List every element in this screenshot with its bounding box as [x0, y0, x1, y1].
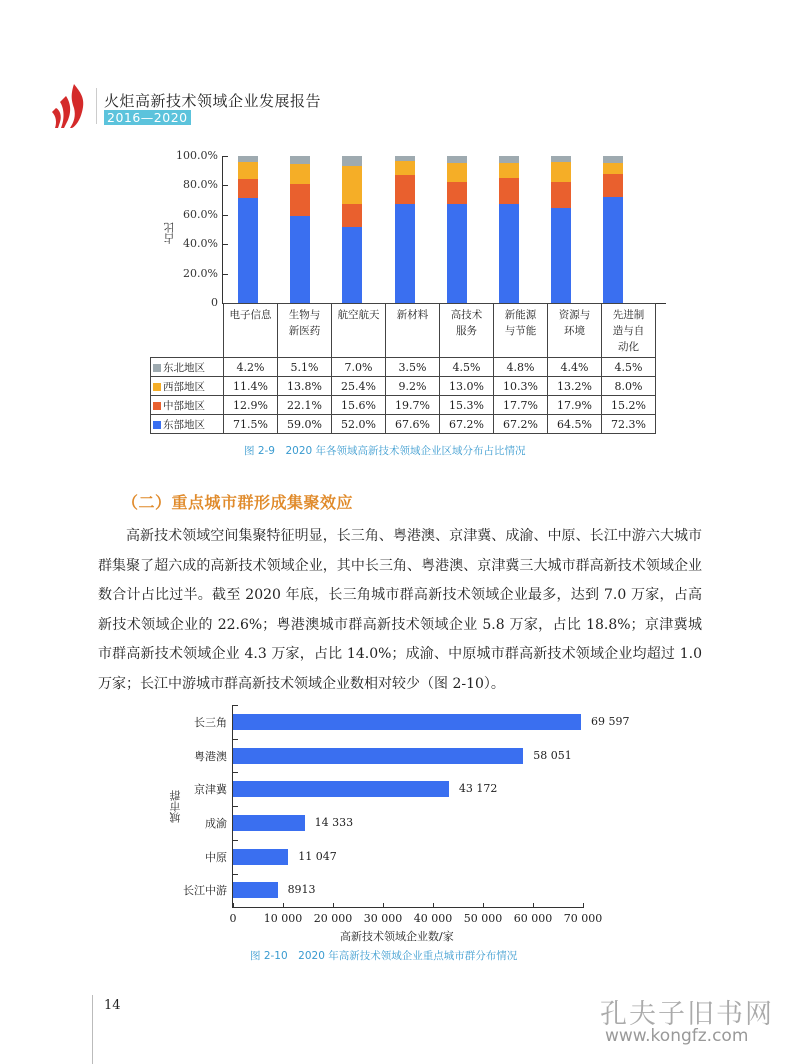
table-cell: 67.2% — [494, 415, 548, 434]
y-tick — [232, 806, 238, 807]
bar-segment — [447, 156, 467, 163]
value-label: 8913 — [287, 883, 316, 897]
body-paragraph: 高新技术领域空间集聚特征明显，长三角、粤港澳、京津冀、成渝、中原、长江中游六大城市群集聚了超六成的高新技术领域企业，其中长三角、粤港澳、京津冀三大城市群高新技术领域企业数合计占比过半。截至 2020 年底，长三角城市群高新技术领域企业最多，达到 7.0 万家，占高新技术领域企业的 22.6%；粤港澳城市群高新技术领域企业 5.8 万家，占比 18.8%；京津冀城市群高新技术领域企业 4.3 万家，占比 14.0%；成渝、中原城市群高新技术领域企业均超过 1.0 万家；长江中游城市群高新技术领域企业数相对较少（图 2-10）。 — [98, 528, 702, 692]
table-cell: 17.9% — [548, 396, 602, 415]
x-tick — [433, 903, 434, 908]
y-tick — [232, 840, 238, 841]
bar-segment — [342, 156, 362, 166]
table-cell: 5.1% — [278, 358, 332, 377]
data-table — [150, 303, 656, 434]
x-tick — [333, 903, 334, 908]
y-tick-label: 40.0% — [183, 237, 218, 251]
bar-segment — [447, 182, 467, 204]
table-cell: 7.0% — [332, 358, 386, 377]
x-tick — [583, 903, 584, 908]
legend-swatch-icon — [153, 364, 161, 372]
torch-logo-icon — [50, 82, 92, 130]
legend-swatch-icon — [153, 402, 161, 410]
table-cell: 4.5% — [440, 358, 494, 377]
x-tick-label: 20 000 — [313, 912, 353, 925]
bar — [233, 849, 288, 865]
x-tick-label: 30 000 — [363, 912, 403, 925]
y-axis — [222, 156, 223, 303]
table-cell: 9.2% — [386, 377, 440, 396]
y-tick — [232, 772, 238, 773]
bar-segment — [342, 227, 362, 303]
table-row — [151, 396, 656, 415]
y-tick-label: 60.0% — [183, 207, 218, 221]
bar-segment — [551, 208, 571, 303]
category-label: 长江中游 — [183, 884, 227, 898]
table-cell: 19.7% — [386, 396, 440, 415]
legend-label: 西部地区 — [151, 377, 224, 396]
bar — [233, 748, 523, 764]
bar-segment — [290, 184, 310, 216]
page-number: 14 — [104, 998, 121, 1013]
y-tick-label: 0 — [211, 296, 218, 309]
category-label: 中原 — [205, 850, 227, 864]
table-cell: 17.7% — [494, 396, 548, 415]
table-cell: 15.6% — [332, 396, 386, 415]
stacked-bar — [342, 156, 362, 303]
bar-segment — [447, 163, 467, 182]
bar — [233, 882, 278, 898]
bar-segment — [447, 204, 467, 303]
bar-segment — [238, 162, 258, 179]
bar-segment — [499, 163, 519, 178]
bar — [233, 781, 449, 797]
table-cell: 25.4% — [332, 377, 386, 396]
table-cell: 13.0% — [440, 377, 494, 396]
table-cell: 67.6% — [386, 415, 440, 434]
stacked-bar — [499, 156, 519, 303]
category-label: 电子信息 — [224, 304, 278, 358]
bar — [233, 714, 581, 730]
value-label: 11 047 — [298, 849, 337, 863]
bar — [233, 815, 305, 831]
legend-swatch-icon — [153, 421, 161, 429]
category-label: 长三角 — [194, 715, 227, 729]
x-tick-label: 0 — [229, 912, 237, 925]
x-tick-label: 70 000 — [563, 912, 603, 925]
bar-segment — [290, 156, 310, 163]
x-tick — [233, 903, 234, 908]
table-cell: 12.9% — [224, 396, 278, 415]
category-label: 高技术 服务 — [440, 304, 494, 358]
table-cell: 15.3% — [440, 396, 494, 415]
x-tick-label: 50 000 — [463, 912, 503, 925]
legend-swatch-icon — [153, 383, 161, 391]
table-cell: 59.0% — [278, 415, 332, 434]
stacked-bar — [395, 156, 415, 303]
y-axis-label: 占比 — [163, 222, 176, 244]
value-label: 43 172 — [458, 782, 498, 796]
table-row — [151, 377, 656, 396]
bar-segment — [603, 174, 623, 196]
category-label: 新材料 — [386, 304, 440, 358]
category-label: 生物与 新医药 — [278, 304, 332, 358]
category-label: 京津冀 — [194, 783, 227, 797]
y-tick — [232, 705, 238, 706]
table-cell: 52.0% — [332, 415, 386, 434]
bar-segment — [342, 166, 362, 203]
x-tick-label: 40 000 — [413, 912, 453, 925]
watermark-url: www.kongfz.com — [605, 1026, 749, 1046]
bar-segment — [603, 163, 623, 175]
category-label: 成渝 — [205, 816, 227, 830]
bar-segment — [238, 198, 258, 303]
category-label: 资源与 环境 — [548, 304, 602, 358]
y-tick-label: 20.0% — [183, 266, 218, 280]
report-title: 火炬高新技术领域企业发展报告 — [104, 92, 322, 110]
table-cell: 4.5% — [602, 358, 656, 377]
table-cell: 13.2% — [548, 377, 602, 396]
stacked-bar — [238, 156, 258, 303]
legend-label: 中部地区 — [151, 396, 224, 415]
bar-segment — [551, 162, 571, 181]
x-tick-label: 10 000 — [263, 912, 303, 925]
category-label: 先进制 造与自 动化 — [602, 304, 656, 358]
table-cell: 13.8% — [278, 377, 332, 396]
table-cell: 4.8% — [494, 358, 548, 377]
table-cell: 11.4% — [224, 377, 278, 396]
value-label: 58 051 — [533, 748, 572, 762]
figure-caption: 图 2-9 2020 年各领域高新技术领域企业区域分布占比情况 — [244, 445, 526, 457]
page-rule — [92, 995, 93, 1064]
bar-segment — [551, 182, 571, 208]
y-tick-label: 100.0% — [176, 149, 218, 162]
legend-label: 东北地区 — [151, 358, 224, 377]
x-axis — [232, 907, 583, 908]
y-tick-label: 80.0% — [183, 178, 218, 192]
bar-segment — [395, 161, 415, 175]
watermark-text: 孔夫子旧书网 — [600, 999, 774, 1030]
table-cell: 64.5% — [548, 415, 602, 434]
bar-segment — [603, 156, 623, 163]
bar-segment — [290, 164, 310, 184]
header-divider — [96, 88, 97, 124]
x-tick — [283, 903, 284, 908]
value-label: 14 333 — [314, 815, 354, 829]
y-axis-label: 城市群 — [169, 790, 182, 823]
bar-segment — [499, 204, 519, 303]
x-tick — [533, 903, 534, 908]
table-cell: 22.1% — [278, 396, 332, 415]
bar-segment — [499, 156, 519, 163]
category-label: 粤港澳 — [194, 749, 227, 763]
bar-segment — [499, 178, 519, 204]
table-row — [151, 358, 656, 377]
table-cell: 67.2% — [440, 415, 494, 434]
bar-segment — [290, 216, 310, 303]
stacked-bar — [290, 156, 310, 303]
stacked-bar — [603, 156, 623, 303]
table-cell: 72.3% — [602, 415, 656, 434]
stacked-bar — [551, 156, 571, 303]
table-cell: 4.4% — [548, 358, 602, 377]
x-axis-title: 高新技术领域企业数/家 — [340, 930, 454, 943]
stacked-bar — [447, 156, 467, 303]
bar-segment — [238, 179, 258, 198]
bar-segment — [395, 204, 415, 303]
table-row — [151, 415, 656, 434]
table-cell: 3.5% — [386, 358, 440, 377]
bar-segment — [603, 197, 623, 303]
table-cell: 8.0% — [602, 377, 656, 396]
figure-caption: 图 2-10 2020 年高新技术领域企业重点城市群分布情况 — [250, 950, 518, 962]
value-label: 69 597 — [590, 714, 630, 728]
table-cell: 10.3% — [494, 377, 548, 396]
x-tick — [483, 903, 484, 908]
table-cell: 15.2% — [602, 396, 656, 415]
legend-label: 东部地区 — [151, 415, 224, 434]
x-tick-label: 60 000 — [513, 912, 553, 925]
table-cell: 71.5% — [224, 415, 278, 434]
section-heading: （二）重点城市群形成集聚效应 — [122, 493, 354, 512]
table-cell: 4.2% — [224, 358, 278, 377]
y-tick — [232, 739, 238, 740]
report-years: 2016—2020 — [104, 110, 191, 125]
category-label: 航空航天 — [332, 304, 386, 358]
bar-segment — [342, 204, 362, 227]
y-tick — [232, 874, 238, 875]
x-tick — [383, 903, 384, 908]
category-label: 新能源 与节能 — [494, 304, 548, 358]
bar-segment — [395, 175, 415, 204]
